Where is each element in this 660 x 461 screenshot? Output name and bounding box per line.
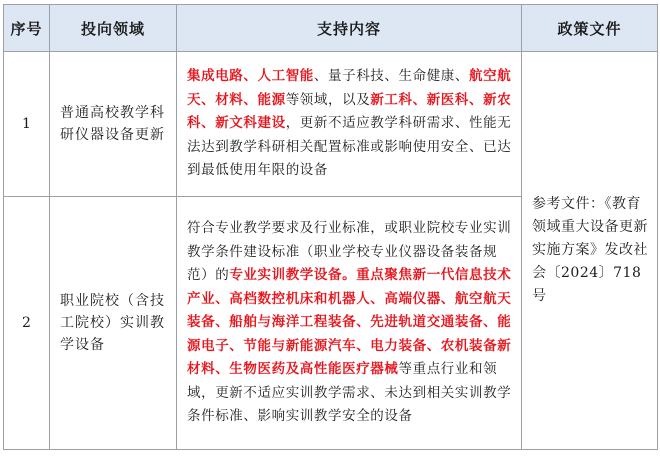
- row-number: 1: [4, 52, 50, 197]
- content-text: 、量子科技、生命健康、: [313, 68, 470, 85]
- content-highlight: 专业实训教学设备。重点聚焦新一代信息技术产业、高档数控机床和机器人、高端仪器、航空航天装备、船舶与海洋工程装备、先进轨道交通装备、能源电子、节能与新能源汽车、电力装备、农机装备新材料、生物医药及高性能医疗器械: [187, 267, 512, 378]
- content-highlight: 集成电路、人工智能: [187, 68, 314, 85]
- row-content: [177, 197, 522, 450]
- content-highlight: 航空航天、材料、能源: [187, 68, 512, 108]
- table-row: [4, 52, 658, 197]
- header-policy: 政策文件: [522, 5, 658, 52]
- row-field: 职业院校（含技工院校）实训教学设备: [50, 197, 177, 450]
- content-text: ，更新不适应教学科研需求、性能无法达到教学科研相关配置标准或影响使用安全、已达到最低使用年限的设备: [187, 115, 512, 179]
- policy-table: [3, 4, 658, 450]
- header-field: 投向领域: [50, 5, 177, 52]
- policy-document: 参考文件：《教育领域重大设备更新实施方案》发改社会〔2024〕718号: [522, 52, 658, 450]
- header-row: [4, 5, 658, 52]
- content-text: 符合专业教学要求及行业标准，或职业院校专业实训教学条件建设标准（职业学校专业仪器设备装备规范）的: [187, 220, 512, 284]
- header-index: 序号: [4, 5, 50, 52]
- content-text: 等重点行业和领域，更新不适应实训教学需求、未达到相关实训教学条件标准、影响实训教学安全的设备: [187, 361, 512, 425]
- row-field: 普通高校教学科研仪器设备更新: [50, 52, 177, 197]
- content-highlight: 新工科、新医科、新农科、新文科建设: [187, 91, 512, 132]
- content-text: 等领域，以及: [285, 91, 371, 108]
- header-content: 支持内容: [177, 5, 522, 52]
- row-number: 2: [4, 197, 50, 450]
- row-content: [177, 52, 522, 197]
